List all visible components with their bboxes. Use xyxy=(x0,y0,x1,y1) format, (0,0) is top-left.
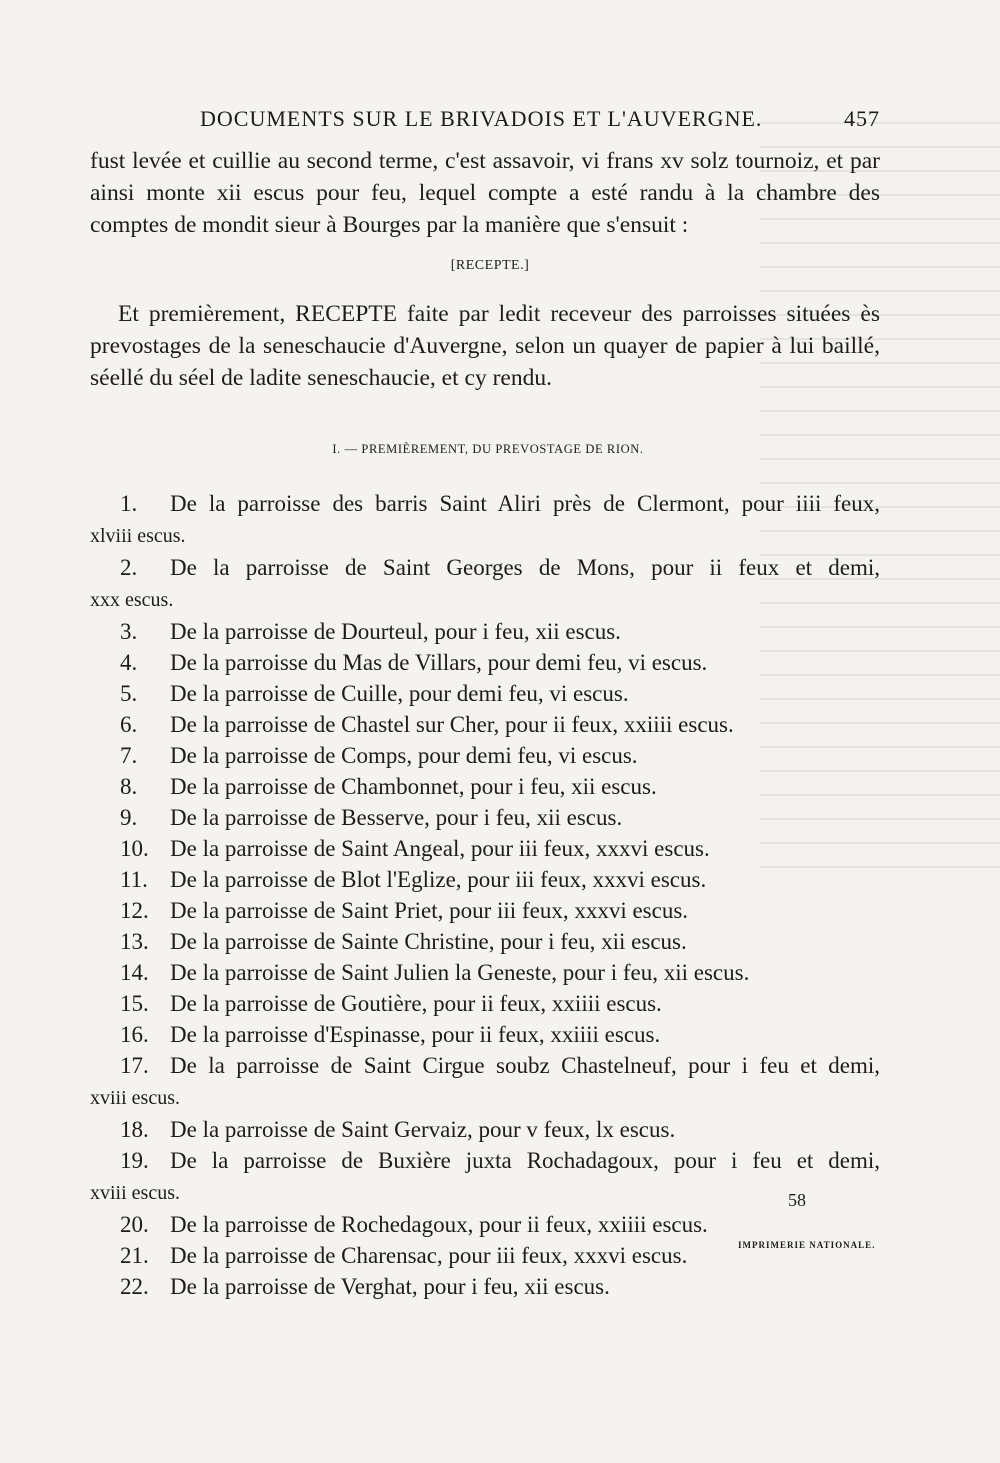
entry-text: De la parroisse de Sainte Christine, pour i feu, xii escus. xyxy=(170,929,687,954)
first-paragraph: Et premièrement, RECEPTE faite par ledit receveur des parroisses situées ès prevostages de la seneschaucie d'Auvergne, selon un quayer de papier à lui baillé, séellé du séel de ladite seneschaucie, et cy rendu. xyxy=(90,301,880,391)
entry-text: De la parroisse de Comps, pour demi feu, vi escus. xyxy=(170,743,638,768)
entry-number: 20. xyxy=(120,1212,149,1237)
entry-number: 19. xyxy=(120,1148,149,1173)
section-title: I. — PREMIÈREMENT, DU PREVOSTAGE DE RION. xyxy=(332,442,644,456)
entry-18 xyxy=(90,1114,880,1145)
entry-text: De la parroisse des barris Saint Aliri près de Clermont, pour iiii feux, xyxy=(170,491,880,516)
entry-7 xyxy=(90,740,880,771)
parish-entries xyxy=(90,488,880,1302)
entry-16 xyxy=(90,1019,880,1050)
entry-20 xyxy=(90,1209,880,1240)
entry-continuation: xlviii escus. xyxy=(90,525,186,547)
entry-text: De la parroisse de Verghat, pour i feu, xii escus. xyxy=(170,1274,610,1299)
entry-17 xyxy=(90,1050,880,1114)
running-title: DOCUMENTS SUR LE BRIVADOIS ET L'AUVERGNE. xyxy=(200,106,763,131)
entry-9 xyxy=(90,802,880,833)
entry-number: 17. xyxy=(120,1053,149,1078)
entry-1 xyxy=(90,488,880,552)
opening-paragraph: fust levée et cuillie au second terme, c'est assavoir, vi frans xv solz tournoiz, et par ainsi monte xii escus pour feu, lequel compte a esté randu à la chambre des comptes de mondit sieur à Bourges par la manière que s'ensuit : xyxy=(90,148,880,238)
entry-text: De la parroisse du Mas de Villars, pour demi feu, vi escus. xyxy=(170,650,708,675)
entry-text: De la parroisse de Besserve, pour i feu, xii escus. xyxy=(170,805,623,830)
entry-number: 21. xyxy=(120,1243,149,1268)
entry-text: De la parroisse de Goutière, pour ii feux, xxiiii escus. xyxy=(170,991,662,1016)
entry-number: 9. xyxy=(120,805,138,830)
recepte-label: [RECEPTE.] xyxy=(450,258,530,273)
entry-19 xyxy=(90,1145,880,1209)
entry-6 xyxy=(90,709,880,740)
entry-2 xyxy=(90,552,880,616)
entry-number: 5. xyxy=(120,681,138,706)
entry-text: De la parroisse d'Espinasse, pour ii feux, xxiiii escus. xyxy=(170,1022,661,1047)
entry-number: 7. xyxy=(120,743,138,768)
entry-5 xyxy=(90,678,880,709)
entry-text: De la parroisse de Blot l'Eglize, pour iii feux, xxxvi escus. xyxy=(170,867,707,892)
entry-number: 14. xyxy=(120,960,149,985)
signature-number: 58 xyxy=(788,1190,806,1210)
entry-13 xyxy=(90,926,880,957)
entry-number: 13. xyxy=(120,929,149,954)
entry-number: 18. xyxy=(120,1117,149,1142)
entry-number: 15. xyxy=(120,991,149,1016)
entry-15 xyxy=(90,988,880,1019)
entry-number: 11. xyxy=(120,867,148,892)
imprint-line: IMPRIMERIE NATIONALE. xyxy=(738,1240,876,1250)
entry-number: 16. xyxy=(120,1022,149,1047)
entry-text: De la parroisse de Charensac, pour iii feux, xxxvi escus. xyxy=(170,1243,688,1268)
entry-11 xyxy=(90,864,880,895)
entry-3 xyxy=(90,616,880,647)
entry-text: De la parroisse de Saint Julien la Geneste, pour i feu, xii escus. xyxy=(170,960,750,985)
entry-8 xyxy=(90,771,880,802)
entry-text: De la parroisse de Rochedagoux, pour ii feux, xxiiii escus. xyxy=(170,1212,708,1237)
entry-text: De la parroisse de Dourteul, pour i feu, xii escus. xyxy=(170,619,621,644)
entry-number: 4. xyxy=(120,650,138,675)
running-head xyxy=(90,106,880,136)
entry-number: 3. xyxy=(120,619,138,644)
entry-text: De la parroisse de Saint Priet, pour iii feux, xxxvi escus. xyxy=(170,898,689,923)
entry-text: De la parroisse de Chastel sur Cher, pour ii feux, xxiiii escus. xyxy=(170,712,734,737)
entry-continuation: xxx escus. xyxy=(90,589,174,611)
entry-14 xyxy=(90,957,880,988)
entry-text: De la parroisse de Saint Georges de Mons, pour ii feux et demi, xyxy=(170,555,880,580)
entry-text: De la parroisse de Saint Gervaiz, pour v feux, lx escus. xyxy=(170,1117,676,1142)
entry-number: 6. xyxy=(120,712,138,737)
page-number: 457 xyxy=(844,106,880,131)
entry-number: 1. xyxy=(120,491,138,516)
entry-4 xyxy=(90,647,880,678)
entry-number: 8. xyxy=(120,774,138,799)
entry-text: De la parroisse de Saint Cirgue soubz Chastelneuf, pour i feu et demi, xyxy=(170,1053,880,1078)
entry-text: De la parroisse de Saint Angeal, pour iii feux, xxxvi escus. xyxy=(170,836,710,861)
entry-text: De la parroisse de Chambonnet, pour i feu, xii escus. xyxy=(170,774,657,799)
entry-continuation: xviii escus. xyxy=(90,1182,180,1204)
entry-number: 22. xyxy=(120,1274,149,1299)
entry-number: 12. xyxy=(120,898,149,923)
entry-continuation: xviii escus. xyxy=(90,1087,180,1109)
entry-number: 2. xyxy=(120,555,138,580)
entry-number: 10. xyxy=(120,836,149,861)
entry-10 xyxy=(90,833,880,864)
entry-22 xyxy=(90,1271,880,1302)
entry-12 xyxy=(90,895,880,926)
entry-text: De la parroisse de Buxière juxta Rochadagoux, pour i feu et demi, xyxy=(170,1148,880,1173)
entry-text: De la parroisse de Cuille, pour demi feu, vi escus. xyxy=(170,681,629,706)
